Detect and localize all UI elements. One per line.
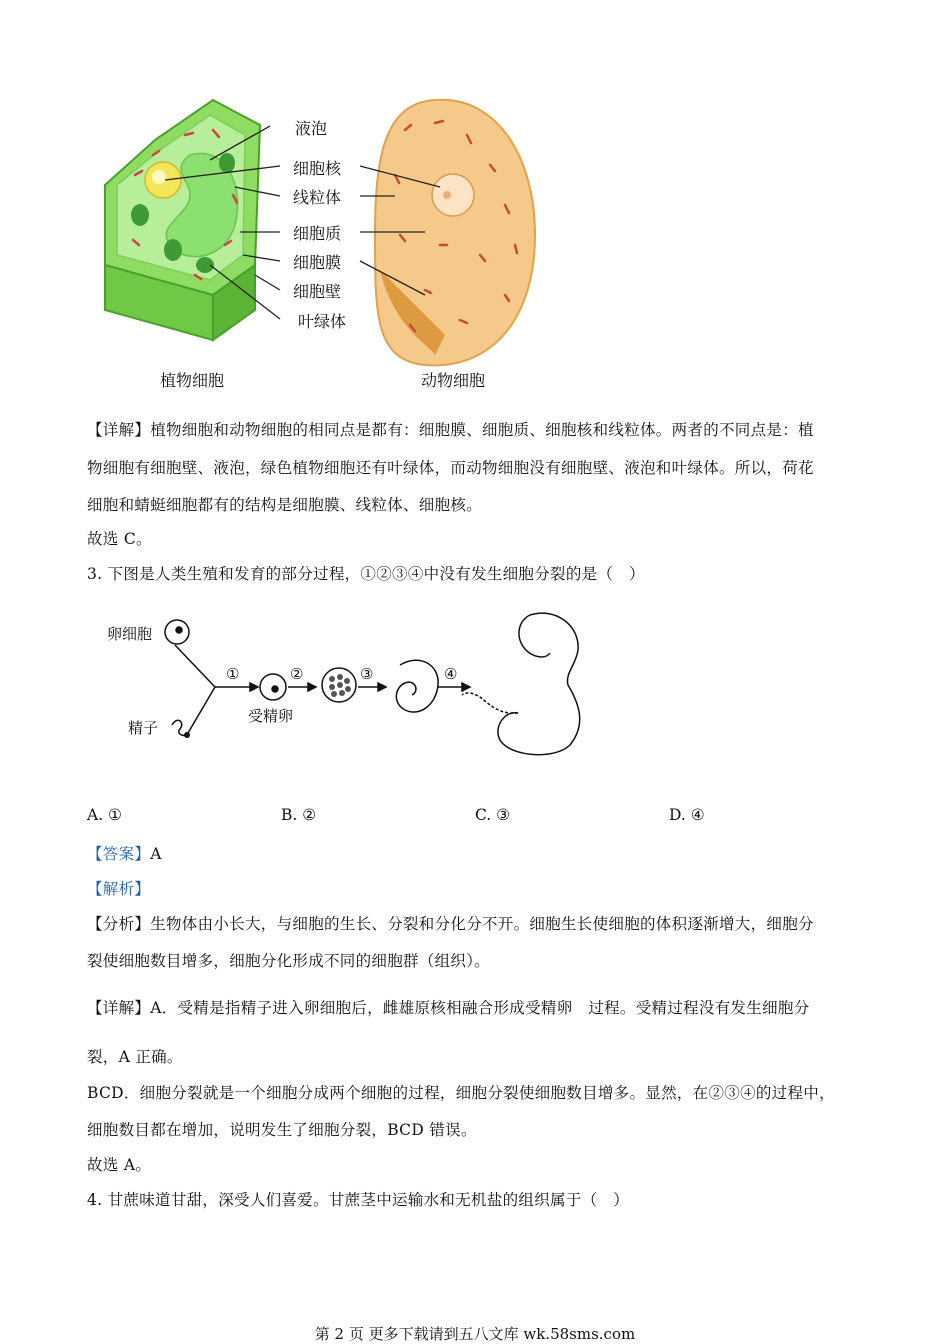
zygote-label: 受精卵 xyxy=(248,707,294,725)
detail-line-1 xyxy=(87,418,814,440)
label-cell-membrane: 细胞膜 xyxy=(293,253,342,272)
q3-detail-line-3: BCD．细胞分裂就是一个细胞分成两个细胞的过程，细胞分裂使细胞数目增多。显然，在②③④的过程中， xyxy=(87,1084,835,1102)
detail-line-3: 细胞和蜻蜓细胞都有的结构是细胞膜、线粒体、细胞核。 xyxy=(87,496,483,514)
q3-detail-line-2: 裂，A 正确。 xyxy=(87,1048,183,1066)
fenxi-line-2: 裂使细胞数目增多，细胞分化形成不同的细胞群（组织）。 xyxy=(87,952,491,970)
cell-diagram xyxy=(95,95,555,395)
egg-cell-label: 卵细胞 xyxy=(107,625,153,643)
label-chloroplast: 叶绿体 xyxy=(298,312,347,331)
analysis-tag: 【解析】 xyxy=(87,880,151,898)
detail-tag: 【详解】 xyxy=(87,421,151,439)
detail-line-2: 物细胞有细胞壁、液泡，绿色植物细胞还有叶绿体，而动物细胞没有细胞壁、液泡和叶绿体。所以，荷花 xyxy=(87,459,814,477)
q3-detail-line-4: 细胞数目都在增加，说明发生了细胞分裂，BCD 错误。 xyxy=(87,1121,477,1139)
question-3-stem: 3. 下图是人类生殖和发育的部分过程，①②③④中没有发生细胞分裂的是（ ） xyxy=(87,565,645,583)
q3-detail-line-1 xyxy=(87,996,810,1018)
step-1-label: ① xyxy=(226,665,240,683)
cell-figure xyxy=(95,95,555,395)
label-vacuole: 液泡 xyxy=(295,119,328,138)
option-a[interactable]: A. ① xyxy=(87,806,122,824)
label-nucleus: 细胞核 xyxy=(293,159,342,178)
reproduction-diagram xyxy=(100,605,600,765)
q3-choose-line: 故选 A。 xyxy=(87,1156,152,1174)
label-cytoplasm: 细胞质 xyxy=(293,224,342,243)
fenxi-text: 生物体由小长大，与细胞的生长、分裂和分化分不开。细胞生长使细胞的体积逐渐增大，细胞分 xyxy=(150,915,814,933)
fenxi-tag: 【分析】 xyxy=(87,915,151,933)
caption-plant-cell: 植物细胞 xyxy=(160,371,225,390)
question-4-stem: 4. 甘蔗味道甘甜，深受人们喜爱。甘蔗茎中运输水和无机盐的组织属于（ ） xyxy=(87,1191,630,1209)
answer-line xyxy=(87,842,162,864)
page-footer: 第 2 页 更多下载请到五八文库 wk.58sms.com xyxy=(314,1325,636,1343)
plant-cell-drawing xyxy=(105,100,260,340)
label-mitochondria: 线粒体 xyxy=(293,188,342,207)
answer-value: A xyxy=(150,845,162,863)
option-b[interactable]: B. ② xyxy=(281,806,317,824)
label-cell-wall: 细胞壁 xyxy=(293,282,342,301)
sperm-label: 精子 xyxy=(128,719,159,737)
step-4-label: ④ xyxy=(444,665,458,683)
option-d[interactable]: D. ④ xyxy=(669,806,705,824)
q3-detail-tag: 【详解】 xyxy=(87,999,151,1017)
option-c[interactable]: C. ③ xyxy=(475,806,511,824)
reproduction-figure xyxy=(100,605,600,765)
caption-animal-cell: 动物细胞 xyxy=(421,371,486,390)
fenxi-line-1 xyxy=(87,912,814,934)
choose-line: 故选 C。 xyxy=(87,530,152,548)
detail-text: 植物细胞和动物细胞的相同点是都有：细胞膜、细胞质、细胞核和线粒体。两者的不同点是：植 xyxy=(150,421,814,439)
answer-tag: 【答案】 xyxy=(87,845,151,863)
step-2-label: ② xyxy=(290,665,304,683)
step-3-label: ③ xyxy=(360,665,374,683)
q3-detail-text: A．受精是指精子进入卵细胞后，雌雄原核相融合形成受精卵 过程。受精过程没有发生细胞分 xyxy=(150,999,810,1017)
